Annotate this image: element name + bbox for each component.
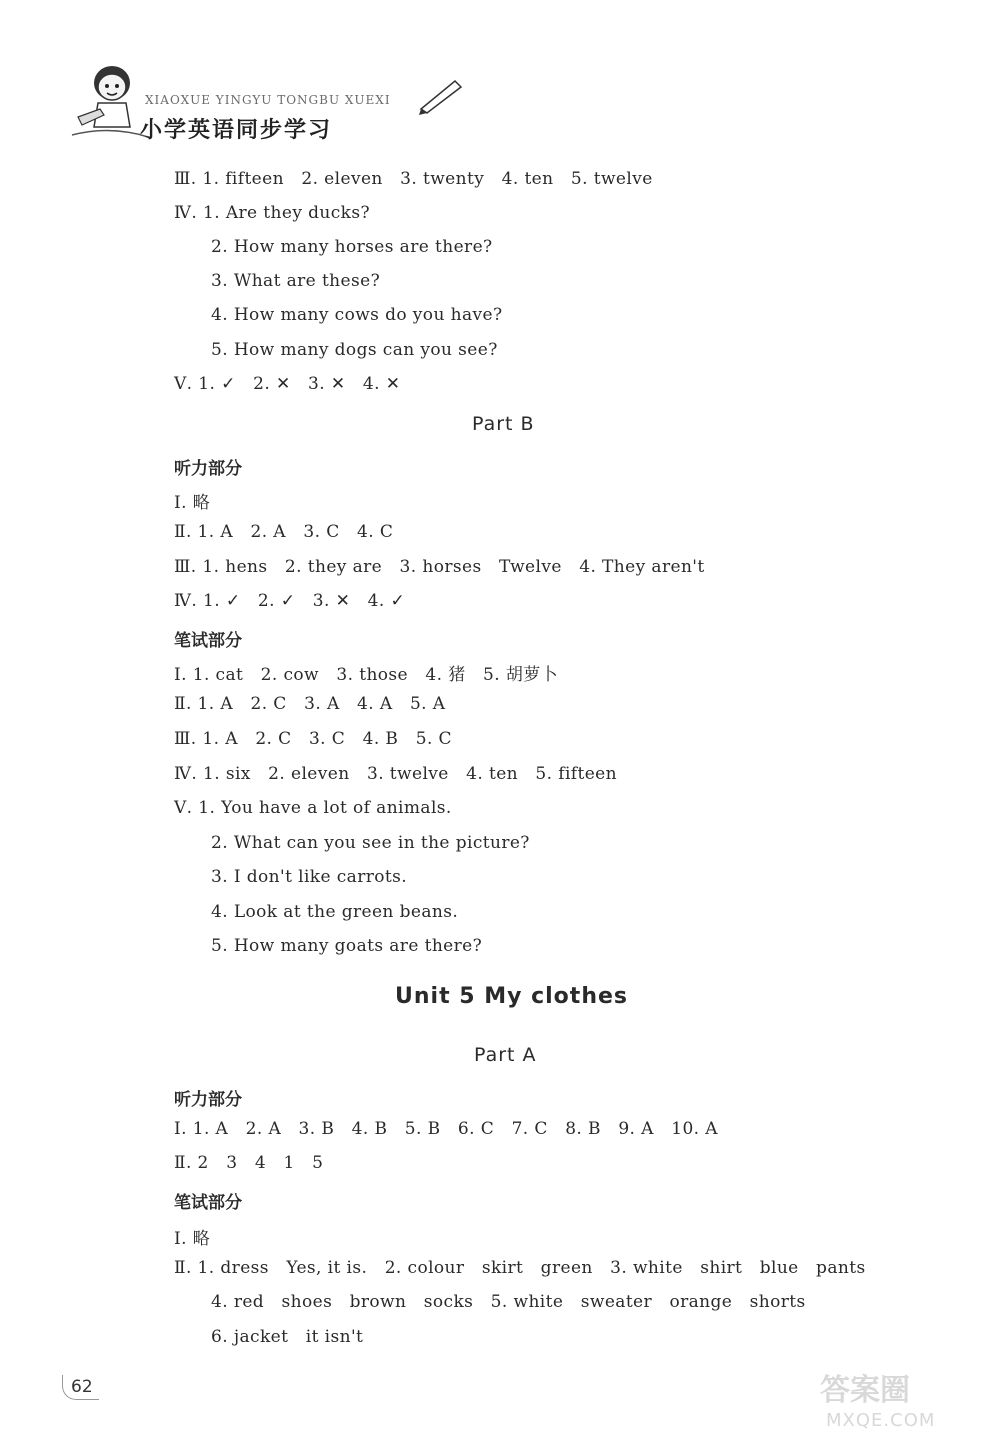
answer-line: 4. How many cows do you have? xyxy=(211,305,503,325)
page-header xyxy=(60,55,540,150)
answer-line: Ⅴ. 1. ✓ 2. ✕ 3. ✕ 4. ✕ xyxy=(174,374,401,394)
student-mascot-icon xyxy=(70,55,150,145)
answer-line: Ⅰ. 略 xyxy=(174,1229,211,1249)
pencil-icon xyxy=(415,75,465,115)
answer-line: Ⅲ. 1. hens 2. they are 3. horses Twelve 4. They aren't xyxy=(174,557,705,577)
answer-line: Ⅱ. 2 3 4 1 5 xyxy=(174,1153,324,1173)
watermark-title: 答案圈 xyxy=(820,1373,910,1408)
answer-line: 4. Look at the green beans. xyxy=(211,902,459,922)
answer-line: Ⅳ. 1. Are they ducks? xyxy=(174,203,371,223)
answer-line: Ⅱ. 1. A 2. A 3. C 4. C xyxy=(174,522,394,542)
answer-line: Ⅱ. 1. dress Yes, it is. 2. colour skirt green 3. white shirt blue pants xyxy=(174,1258,866,1278)
answer-line: Ⅰ. 略 xyxy=(174,493,211,513)
answer-line: 5. How many goats are there? xyxy=(211,936,483,956)
answer-line: Ⅰ. 1. A 2. A 3. B 4. B 5. B 6. C 7. C 8. B 9. A 10. A xyxy=(174,1119,718,1139)
answer-line: 6. jacket it isn't xyxy=(211,1327,364,1347)
answer-line: Ⅱ. 1. A 2. C 3. A 4. A 5. A xyxy=(174,694,446,714)
answer-line: 4. red shoes brown socks 5. white sweater orange shorts xyxy=(211,1292,806,1312)
answer-line: Ⅰ. 1. cat 2. cow 3. those 4. 猪 5. 胡萝卜 xyxy=(174,665,559,685)
answer-line: 2. How many horses are there? xyxy=(211,237,493,257)
part-heading: Part B xyxy=(472,413,535,435)
header-pinyin: XIAOXUE YINGYU TONGBU XUEXI xyxy=(145,93,391,107)
answer-line: 3. I don't like carrots. xyxy=(211,867,408,887)
answer-line: Ⅳ. 1. six 2. eleven 3. twelve 4. ten 5. fifteen xyxy=(174,764,617,784)
answer-line: Ⅲ. 1. A 2. C 3. C 4. B 5. C xyxy=(174,729,452,749)
part-heading: Part A xyxy=(474,1044,537,1066)
answer-line: 3. What are these? xyxy=(211,271,381,291)
section-heading: 听力部分 xyxy=(174,459,242,479)
page-number: 62 xyxy=(62,1375,99,1400)
answer-line: Ⅳ. 1. ✓ 2. ✓ 3. ✕ 4. ✓ xyxy=(174,591,406,611)
watermark-site: MXQE.COM xyxy=(826,1410,936,1431)
answer-line: Ⅲ. 1. fifteen 2. eleven 3. twenty 4. ten 5. twelve xyxy=(174,169,653,189)
answer-line: 2. What can you see in the picture? xyxy=(211,833,530,853)
header-title: 小学英语同步学习 xyxy=(140,118,333,143)
answer-line: Ⅴ. 1. You have a lot of animals. xyxy=(174,798,452,818)
section-heading: 笔试部分 xyxy=(174,631,242,651)
unit-heading: Unit 5 My clothes xyxy=(395,984,628,1009)
section-heading: 笔试部分 xyxy=(174,1193,242,1213)
section-heading: 听力部分 xyxy=(174,1090,242,1110)
answer-line: 5. How many dogs can you see? xyxy=(211,340,498,360)
